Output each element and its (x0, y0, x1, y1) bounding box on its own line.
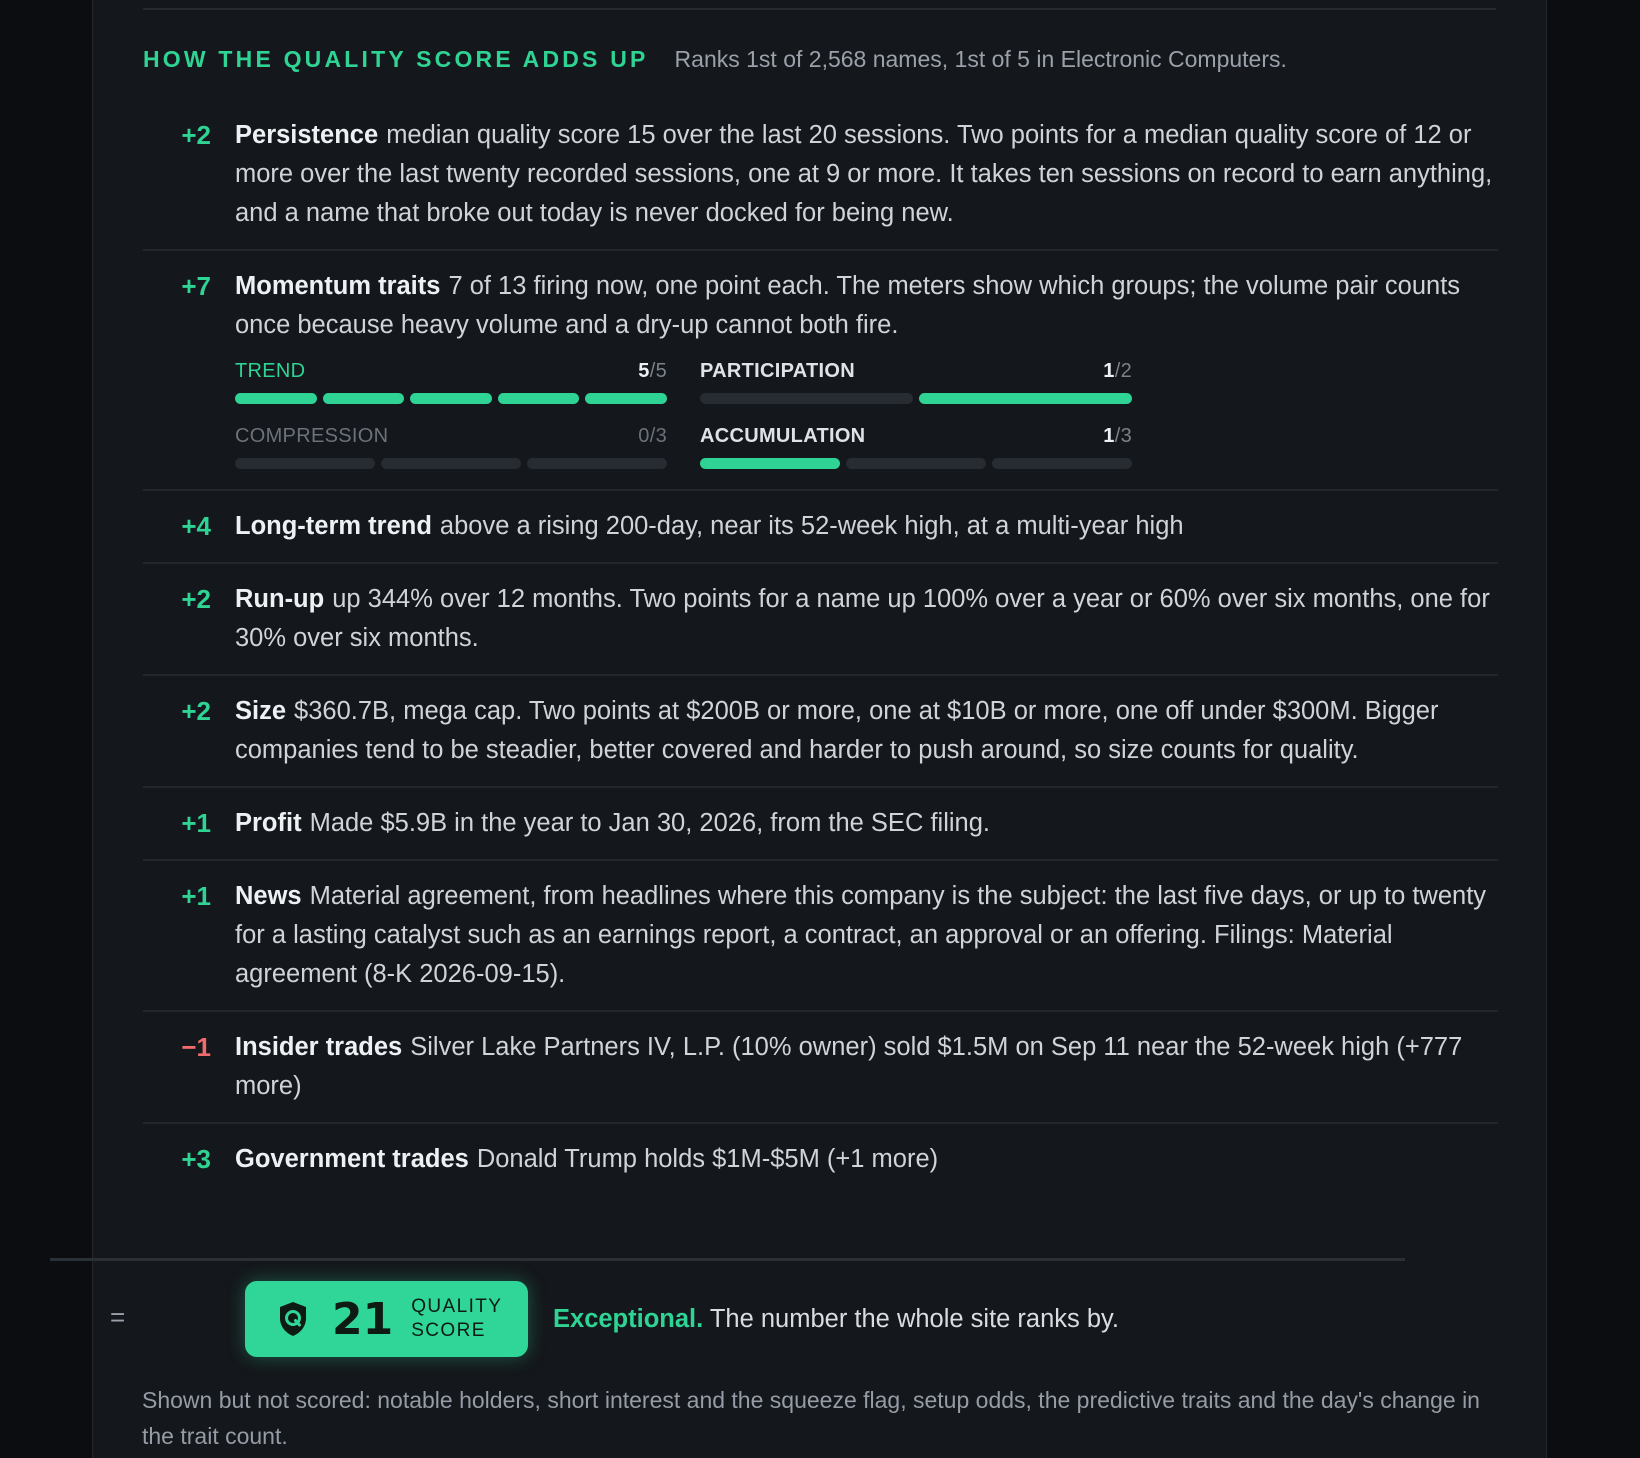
row-text: Donald Trump holds $1M-$5M (+1 more) (476, 1145, 939, 1173)
row-text: Silver Lake Partners IV, L.P. (10% owner) sold $1.5M on Sep 11 near the 52-week high (+777 more) (235, 1033, 1463, 1100)
row-label: Persistence (235, 121, 379, 149)
row-insider-trades (143, 1012, 1498, 1124)
row-label: Profit (235, 809, 302, 837)
meter-segment-on (585, 393, 667, 404)
points: +4 (181, 511, 211, 541)
row-persistence (143, 100, 1498, 251)
meter-segment-off (235, 458, 375, 469)
row-label: Momentum traits (235, 272, 441, 300)
meter-segment-off (992, 458, 1132, 469)
row-government-trades (143, 1124, 1498, 1195)
row-label: Government trades (235, 1145, 469, 1173)
row-run-up (143, 564, 1498, 676)
row-profit (143, 788, 1498, 861)
points: +3 (181, 1144, 211, 1174)
meter-segment-off (381, 458, 521, 469)
row-label: Long-term trend (235, 512, 432, 540)
row-text: $360.7B, mega cap. Two points at $200B or more, one at $10B or more, one off under $300M. Bigger companies tend to be steadier, better covered and harder to push around, so size counts for quality. (235, 697, 1439, 764)
meter-name: ACCUMULATION (700, 425, 866, 447)
quality-score-label: QUALITY SCORE (411, 1296, 503, 1341)
meter-bars (700, 458, 1132, 469)
rank-summary: Ranks 1st of 2,568 names, 1st of 5 in Electronic Computers. (674, 46, 1287, 72)
meter-segment-off (527, 458, 667, 469)
points: −1 (181, 1032, 211, 1062)
meter-segment-on (410, 393, 492, 404)
row-text: Material agreement, from headlines where this company is the subject: the last five days, or up to twenty for a lasting catalyst such as an earnings report, a contract, an approval or an offering. Filings: Material agreement (8-K 2026-09-15). (235, 882, 1487, 988)
verdict (553, 1305, 1119, 1334)
row-label: Size (235, 697, 287, 725)
meter-count: 0/3 (638, 425, 667, 447)
shield-icon (278, 1301, 308, 1337)
meter-name: TREND (235, 360, 306, 382)
points: +2 (181, 696, 211, 726)
score-components (143, 100, 1498, 1195)
meter-name: PARTICIPATION (700, 360, 856, 382)
meter-segment-on (919, 393, 1132, 404)
verdict-text: The number the whole site ranks by. (709, 1305, 1119, 1333)
points: +1 (181, 808, 211, 838)
row-label: Run-up (235, 585, 325, 613)
row-text: median quality score 15 over the last 20 sessions. Two points for a median quality score of 12 or more over the last twenty recorded sessions, one at 9 or more. It takes ten sessions on record to earn anything, and a name that broke out today is never docked for being new. (235, 121, 1493, 227)
meter-bars (235, 458, 667, 469)
points: +2 (181, 120, 211, 150)
row-news (143, 861, 1498, 1012)
trait-meters (235, 359, 1498, 469)
meter-segment-off (846, 458, 986, 469)
meter-segment-off (700, 393, 913, 404)
meter-accumulation (700, 424, 1132, 469)
meter-participation (700, 359, 1132, 404)
row-long-term-trend (143, 491, 1498, 564)
row-text: Made $5.9B in the year to Jan 30, 2026, from the SEC filing. (309, 809, 990, 837)
quality-score-value: 21 (332, 1293, 394, 1345)
row-momentum (143, 251, 1498, 491)
section-header (143, 46, 1287, 73)
meter-trend (235, 359, 667, 404)
row-text: 7 of 13 firing now, one point each. The meters show which groups; the volume pair counts once because heavy volume and a dry-up cannot both fire. (235, 272, 1461, 339)
meter-segment-on (498, 393, 580, 404)
row-text: up 344% over 12 months. Two points for a name up 100% over a year or 60% over six months, one for 30% over six months. (235, 585, 1490, 652)
meter-segment-on (235, 393, 317, 404)
quality-score-badge[interactable] (245, 1281, 528, 1357)
footnote: Shown but not scored: notable holders, short interest and the squeeze flag, setup odds, the predictive traits and the day's change in the trait count. (142, 1387, 1480, 1449)
meter-segment-on (700, 458, 840, 469)
meter-bars (235, 393, 667, 404)
row-label: Insider trades (235, 1033, 403, 1061)
points: +2 (181, 584, 211, 614)
meter-compression (235, 424, 667, 469)
meter-count: 1/2 (1103, 360, 1132, 382)
divider (143, 8, 1496, 10)
score-panel (92, 0, 1547, 1458)
verdict-word: Exceptional. (553, 1305, 704, 1333)
meter-count: 5/5 (638, 360, 667, 382)
row-size (143, 676, 1498, 788)
equals-sign: = (110, 1302, 126, 1332)
meter-bars (700, 393, 1132, 404)
meter-segment-on (323, 393, 405, 404)
points: +7 (181, 271, 211, 301)
meter-count: 1/3 (1103, 425, 1132, 447)
row-text: above a rising 200-day, near its 52-week high, at a multi-year high (439, 512, 1184, 540)
meter-name: COMPRESSION (235, 425, 389, 447)
row-label: News (235, 882, 302, 910)
section-title: HOW THE QUALITY SCORE ADDS UP (143, 46, 649, 72)
points: +1 (181, 881, 211, 911)
